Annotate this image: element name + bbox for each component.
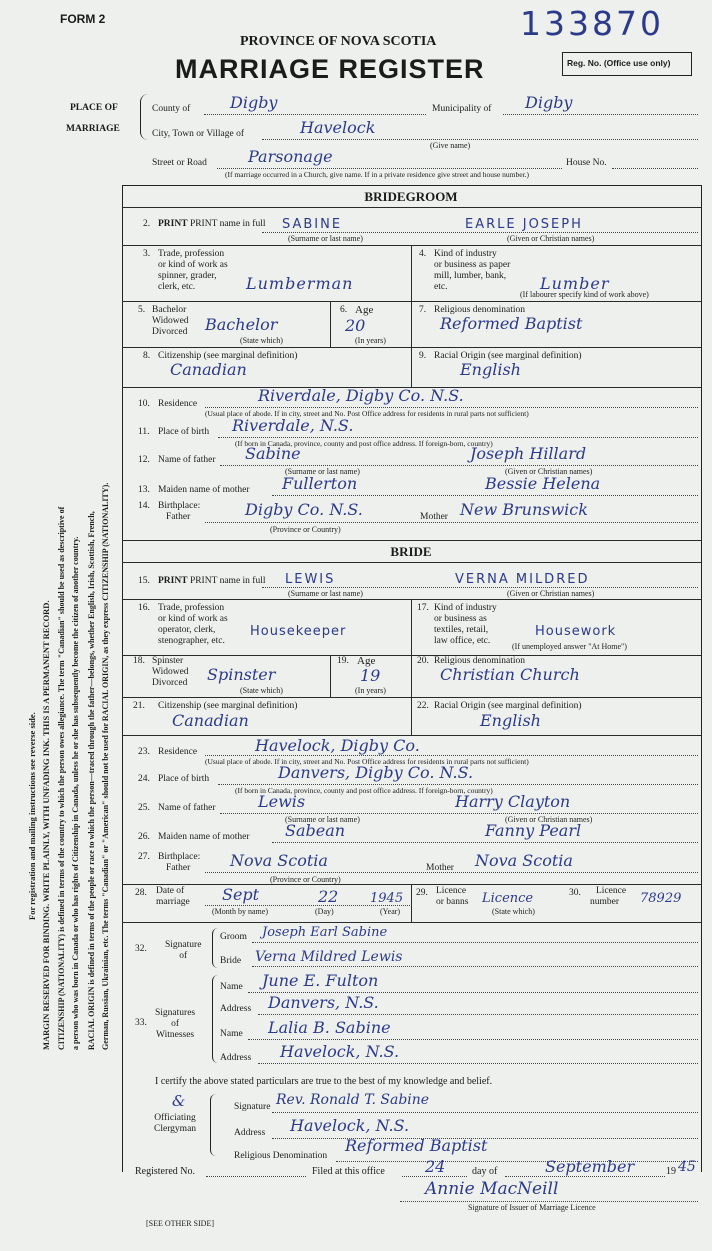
groom-racial-label: Racial Origin (see marginal definition) [434,351,582,361]
bride-age: 19 [360,666,381,685]
marriage-year-sub: (Year) [380,907,401,916]
groom-bp-label-2: Father [166,512,191,522]
rule [411,599,412,655]
licence-type: Licence [482,891,534,906]
licence-label [436,886,468,908]
municipality-line [503,114,698,115]
rule [411,347,412,387]
field-number: 20. [417,656,429,666]
groom-father-sub-s: (Surname or last name) [285,467,360,476]
groom-age-sub: (In years) [355,336,386,345]
groom-status-label-1: Bachelor [152,305,187,315]
bride-age-sub: (In years) [355,686,386,695]
field-number: 28. [135,888,147,898]
county-value: Digby [230,93,278,112]
field-number: 17. [417,603,429,613]
rule [122,922,701,923]
bride-age-label: Age [357,655,376,667]
groom-status-label-3: Divorced [152,327,188,337]
groom-status: Bachelor [205,315,278,334]
groom-given-names: EARLE JOSEPH [465,217,583,232]
groom-surname-sub: (Surname or last name) [288,234,363,243]
w1-name-label: Name [220,982,243,992]
groom-citizenship: Canadian [170,360,247,379]
bride-bp-label-2: Father [166,863,191,873]
municipality-label: Municipality of [432,104,492,114]
field-number: 22. [417,701,429,711]
groom-status-label [152,305,189,338]
bride-trade-label-1: Trade, profession [158,603,225,613]
give-name-note: (Give name) [430,141,471,150]
bride-trade-label-2: or kind of work as [158,614,228,624]
rule [252,942,698,943]
groom-trade-label-1: Trade, profession [158,249,225,259]
bride-residence: Havelock, Digby Co. [255,736,420,755]
field-number: 32. [135,944,147,954]
bride-father-surname: Lewis [258,792,306,811]
bride-trade-label [158,603,228,647]
field-number: 13. [138,485,150,495]
groom-industry-sub: (If labourer specify kind of work above) [520,290,649,299]
rule [411,697,412,735]
bride-citizenship: Canadian [172,711,249,730]
bride-status-label-3: Divorced [152,678,188,688]
groom-father-surname: Sabine [245,444,301,463]
marriage-date-label-2: marriage [156,897,190,907]
clergy-sig-label: Signature [234,1102,271,1112]
bride-racial-label: Racial Origin (see marginal definition) [434,701,582,711]
clergy-label-1: Officiating [154,1113,196,1123]
place-brace [140,94,149,140]
clergy-label [154,1113,196,1135]
county-label: County of [152,104,191,114]
filed-label: Filed at this office [312,1166,385,1177]
groom-racial: English [460,360,521,379]
groom-residence-sub: (Usual place of abode. If in city, street and No. Post Office address for residents in rural parts not sufficient) [205,409,529,418]
street-note: (If marriage occurred in a Church, give name. If in a private residence give street and house number.) [225,170,530,179]
registered-label: Registered No. [135,1166,195,1177]
bride-bp-mother-label: Mother [426,863,454,873]
rule [262,587,698,588]
issuer-label: Signature of Issuer of Marriage Licence [468,1203,596,1212]
licence-number-label [590,886,626,908]
bride-father-sub-g: (Given or Christian names) [505,815,593,824]
field-number: 27. [138,852,150,862]
bride-status-label [152,656,189,689]
marriage-month: Sept [222,885,260,904]
bride-surname: LEWIS [285,572,336,587]
field-number: 15. [138,576,150,586]
bride-father-sub-s: (Surname or last name) [285,815,360,824]
rule [400,1201,698,1202]
city-label: City, Town or Village of [152,129,244,139]
field-number: 23. [138,747,150,757]
groom-birthplace: Riverdale, N.S. [232,416,354,435]
rule [122,207,701,208]
year-prefix: 19 [666,1166,676,1177]
field-number: 30. [569,888,581,898]
marriage-label: MARRIAGE [66,124,120,134]
groom-bp-mother: New Brunswick [460,500,588,519]
field-number: 11. [138,427,150,437]
witness1-name: June E. Fulton [262,971,379,990]
bride-religion-label: Religious denomination [434,656,526,666]
city-value: Havelock [300,118,376,137]
field-number: 10. [138,399,150,409]
groom-residence: Riverdale, Digby Co. N.S. [258,386,464,405]
rule [330,301,331,347]
sig-brace [212,928,219,968]
groom-status-sub: (State which) [240,336,283,345]
bride-bp-label [158,852,200,874]
marriage-day-sub: (Day) [315,907,334,916]
rule [205,872,698,873]
see-other-side: [SEE OTHER SIDE] [146,1219,214,1228]
margin-note-6: German, Russian, Ukrainian, etc. The terms "Canadian" or "American" should not be used for RACIAL ORIGIN, as they express CITIZENSHIP (NATIONALITY). [101,482,110,1050]
bride-sig-label: Bride [220,956,242,966]
witness-label [155,1008,195,1041]
certify-text: I certify the above stated particulars are true to the best of my knowledge and belief. [155,1076,493,1087]
clergy-address: Havelock, N.S. [290,1116,410,1135]
rule [206,1176,306,1177]
field-number: 9. [419,351,427,361]
clergy-mark: & [172,1092,186,1110]
field-number: 2. [143,219,151,229]
bride-racial: English [480,711,541,730]
bride-mother-given: Fanny Pearl [485,821,582,840]
field-number: 4. [419,249,427,259]
witness-label-1: Signatures [155,1008,196,1018]
field-number: 25. [138,803,150,813]
field-number: 3. [143,249,151,259]
groom-religion-label: Religious denomination [434,305,526,315]
bride-status-label-1: Spinster [152,656,184,666]
day-of-label: day of [472,1166,498,1177]
marriage-date-label [156,886,190,908]
street-label: Street or Road [152,158,207,168]
bride-religion: Christian Church [440,665,580,684]
rule [272,842,698,843]
rule [411,655,412,697]
groom-surname: SABINE [282,217,343,232]
bride-given-names: VERNA MILDRED [455,572,590,587]
groom-given-sub: (Given or Christian names) [507,234,595,243]
bride-father-label: Name of father [158,803,216,813]
groom-birth-sub: (If born in Canada, province, county and post office address. If foreign-born, country) [235,439,493,448]
groom-industry: Lumber [540,274,610,293]
w1-address-label: Address [220,1004,252,1014]
rule [205,905,410,906]
clergy-signature: Rev. Ronald T. Sabine [276,1092,430,1108]
bride-industry-sub: (If unemployed answer "At Home") [512,642,627,651]
bride-residence-label: Residence [158,747,198,757]
filed-day: 24 [425,1157,446,1176]
bride-bp-sub: (Province or Country) [270,875,341,884]
rule [411,301,412,347]
margin-note-4: a person who was born in Canada or who has rights of Citizenship in Canada, unless he or she has subsequently become the citizen of another country. [71,536,80,1050]
bride-birth-sub: (If born in Canada, province, county and post office address. If foreign-born, country) [235,786,493,795]
clergy-brace [210,1094,217,1156]
field-number: 8. [143,351,151,361]
bride-surname-sub: (Surname or last name) [288,589,363,598]
groom-trade: Lumberman [246,274,354,293]
groom-age-label: Age [355,304,374,316]
licence-number-label-1: Licence [596,886,627,896]
rule [272,495,698,496]
field-number: 33. [135,1018,147,1028]
field-number: 5. [138,305,146,315]
clergy-address-label: Address [234,1128,266,1138]
field-number: 6. [340,305,348,315]
rule [248,1039,698,1040]
groom-trade-label [158,249,228,293]
bride-birth-label: Place of birth [158,774,210,784]
licence-number: 78929 [640,891,682,906]
sig-label [165,940,201,962]
rule [205,522,698,523]
bride-trade-label-4: stenographer, etc. [158,636,225,646]
groom-trade-label-4: clerk, etc. [158,282,196,292]
rule [220,465,698,466]
groom-religion: Reformed Baptist [440,314,583,333]
licence-label-1: Licence [436,886,467,896]
bridegroom-heading: BRIDEGROOM [364,189,458,204]
rule [258,1063,698,1064]
bride-industry-label [434,603,497,647]
bride-status-label-2: Widowed [152,667,189,677]
field-number: 12. [138,455,150,465]
groom-industry-label [434,249,510,293]
place-of-label: PLACE OF [70,103,118,113]
margin-note-1: For registration and mailing instructions see reverse side. [27,712,37,920]
bride-industry: Housework [535,624,617,639]
groom-father-given: Joseph Hillard [470,444,587,463]
sig-label-1: Signature [165,940,202,950]
rule [258,1014,698,1015]
w2-address-label: Address [220,1053,252,1063]
groom-citizenship-label: Citizenship (see marginal definition) [158,351,298,361]
groom-residence-label: Residence [158,399,198,409]
field-number: 7. [419,305,427,315]
groom-trade-label-3: spinner, grader, [158,271,217,281]
rule [272,1112,698,1113]
clergy-religion: Reformed Baptist [345,1136,488,1155]
rule [205,755,698,756]
bride-print-label-text: PRINT name in full [189,576,266,586]
witness-label-3: Witnesses [155,1030,195,1040]
margin-note-3: CITIZENSHIP (NATIONALITY) is defined in terms of the country to which the person owes allegiance. The term "Canadian" should be used as descriptive of [57,506,66,1050]
filed-year: 45 [678,1159,696,1175]
rule [336,1161,698,1162]
bride-bp-father: Nova Scotia [230,851,328,870]
groom-bp-label [158,501,200,523]
licence-label-2: or banns [436,897,469,907]
bride-heading: BRIDE [390,544,432,559]
field-number: 18. [133,656,145,666]
page-title: MARRIAGE REGISTER [175,54,485,84]
bride-industry-label-3: textiles, retail, [434,625,489,635]
street-line [217,168,562,169]
marriage-year: 1945 [370,891,404,906]
bride-print-label: PRINT PRINT name in full [158,576,266,586]
groom-age: 20 [345,316,366,335]
bride-trade: Housekeeper [250,624,347,639]
clergy-label-2: Clergyman [154,1124,197,1134]
groom-mother-given: Bessie Helena [485,474,601,493]
groom-industry-label-4: etc. [434,282,448,292]
bride-mother-label: Maiden name of mother [158,832,250,842]
filed-month: September [545,1157,635,1176]
groom-mother-label: Maiden name of mother [158,485,250,495]
groom-signature: Joseph Earl Sabine [262,925,388,940]
rule [220,813,698,814]
rule [411,884,412,922]
form-number: FORM 2 [60,12,106,26]
bride-father-given: Harry Clayton [455,792,571,811]
groom-sig-label: Groom [220,932,247,942]
witness1-address: Danvers, N.S. [268,993,379,1012]
rule [505,1176,665,1177]
rule [218,437,698,438]
marriage-date-label-1: Date of [156,886,185,896]
rule [402,1176,467,1177]
bride-residence-sub: (Usual place of abode. If in city, street and No. Post Office address for residents in rural parts not sufficient) [205,757,529,766]
clergy-religion-label: Religious Denomination [234,1151,328,1161]
witness2-name: Lalia B. Sabine [268,1018,391,1037]
groom-birth-label: Place of birth [158,427,210,437]
reg-office-label: Reg. No. (Office use only) [567,58,671,68]
bride-given-sub: (Given or Christian names) [507,589,595,598]
groom-father-sub-g: (Given or Christian names) [505,467,593,476]
rule [262,232,698,233]
witness-brace [212,975,219,1063]
groom-industry-label-1: Kind of industry [434,249,497,259]
groom-print-label: PRINT PRINT name in full [158,219,266,229]
licence-sub: (State which) [492,907,535,916]
bride-birthplace: Danvers, Digby Co. N.S. [278,763,474,782]
bride-signature: Verna Mildred Lewis [255,949,403,965]
field-number: 24. [138,774,150,784]
groom-status-label-2: Widowed [152,316,189,326]
city-line [262,139,698,140]
field-number: 29. [416,888,428,898]
witness2-address: Havelock, N.S. [280,1042,400,1061]
groom-bp-father: Digby Co. N.S. [245,500,363,519]
issuer-signature: Annie MacNeill [425,1179,559,1199]
field-number: 16. [138,603,150,613]
w2-name-label: Name [220,1029,243,1039]
field-number: 26. [138,832,150,842]
groom-bp-mother-label: Mother [420,512,448,522]
groom-mother-surname: Fullerton [282,474,358,493]
bride-bp-mother: Nova Scotia [475,851,573,870]
bride-industry-label-1: Kind of industry [434,603,497,613]
house-line [612,168,698,169]
registration-number: 133870 [520,4,664,43]
field-number: 14. [138,501,150,511]
groom-bp-sub: (Province or Country) [270,525,341,534]
marriage-day: 22 [318,887,339,906]
bride-industry-label-4: law office, etc. [434,636,491,646]
bride-status: Spinster [207,665,276,684]
bride-mother-surname: Sabean [285,821,346,840]
rule [218,784,698,785]
bride-citizenship-label: Citizenship (see marginal definition) [158,701,298,711]
groom-trade-label-2: or kind of work as [158,260,228,270]
bride-trade-label-3: operator, clerk, [158,625,216,635]
field-number: 19. [337,656,349,666]
witness-label-2: of [171,1019,180,1029]
rule [122,540,701,541]
rule [252,966,698,967]
reg-office-box [562,52,692,76]
bride-bp-label-1: Birthplace: [158,852,201,862]
margin-note-5: RACIAL ORIGIN is defined in terms of the people or race to which the person—traced through the father—belongs, whether English, Irish, Scottish, French, [87,511,96,1050]
groom-print-label-text: PRINT name in full [189,219,266,229]
rule [205,407,698,408]
rule [330,655,331,697]
groom-industry-label-2: or business as paper [434,260,511,270]
bride-industry-label-2: or business as [434,614,487,624]
groom-bp-label-1: Birthplace: [158,501,201,511]
county-line [204,114,426,115]
house-label: House No. [566,158,607,168]
margin-note-2: MARGIN RESERVED FOR BINDING. WRITE PLAINLY, WITH UNFADING INK. THIS IS A PERMANENT RECORD. [41,600,51,1050]
marriage-month-sub: (Month by name) [212,907,268,916]
bride-status-sub: (State which) [240,686,283,695]
field-number: 21. [133,701,145,711]
street-value: Parsonage [248,147,333,166]
rule [122,562,701,563]
province-title: PROVINCE OF NOVA SCOTIA [240,34,437,49]
groom-industry-label-3: mill, lumber, bank, [434,271,507,281]
rule [411,245,412,301]
sig-label-2: of [179,951,188,961]
licence-number-label-2: number [590,897,620,907]
municipality-value: Digby [525,93,573,112]
groom-father-label: Name of father [158,455,216,465]
